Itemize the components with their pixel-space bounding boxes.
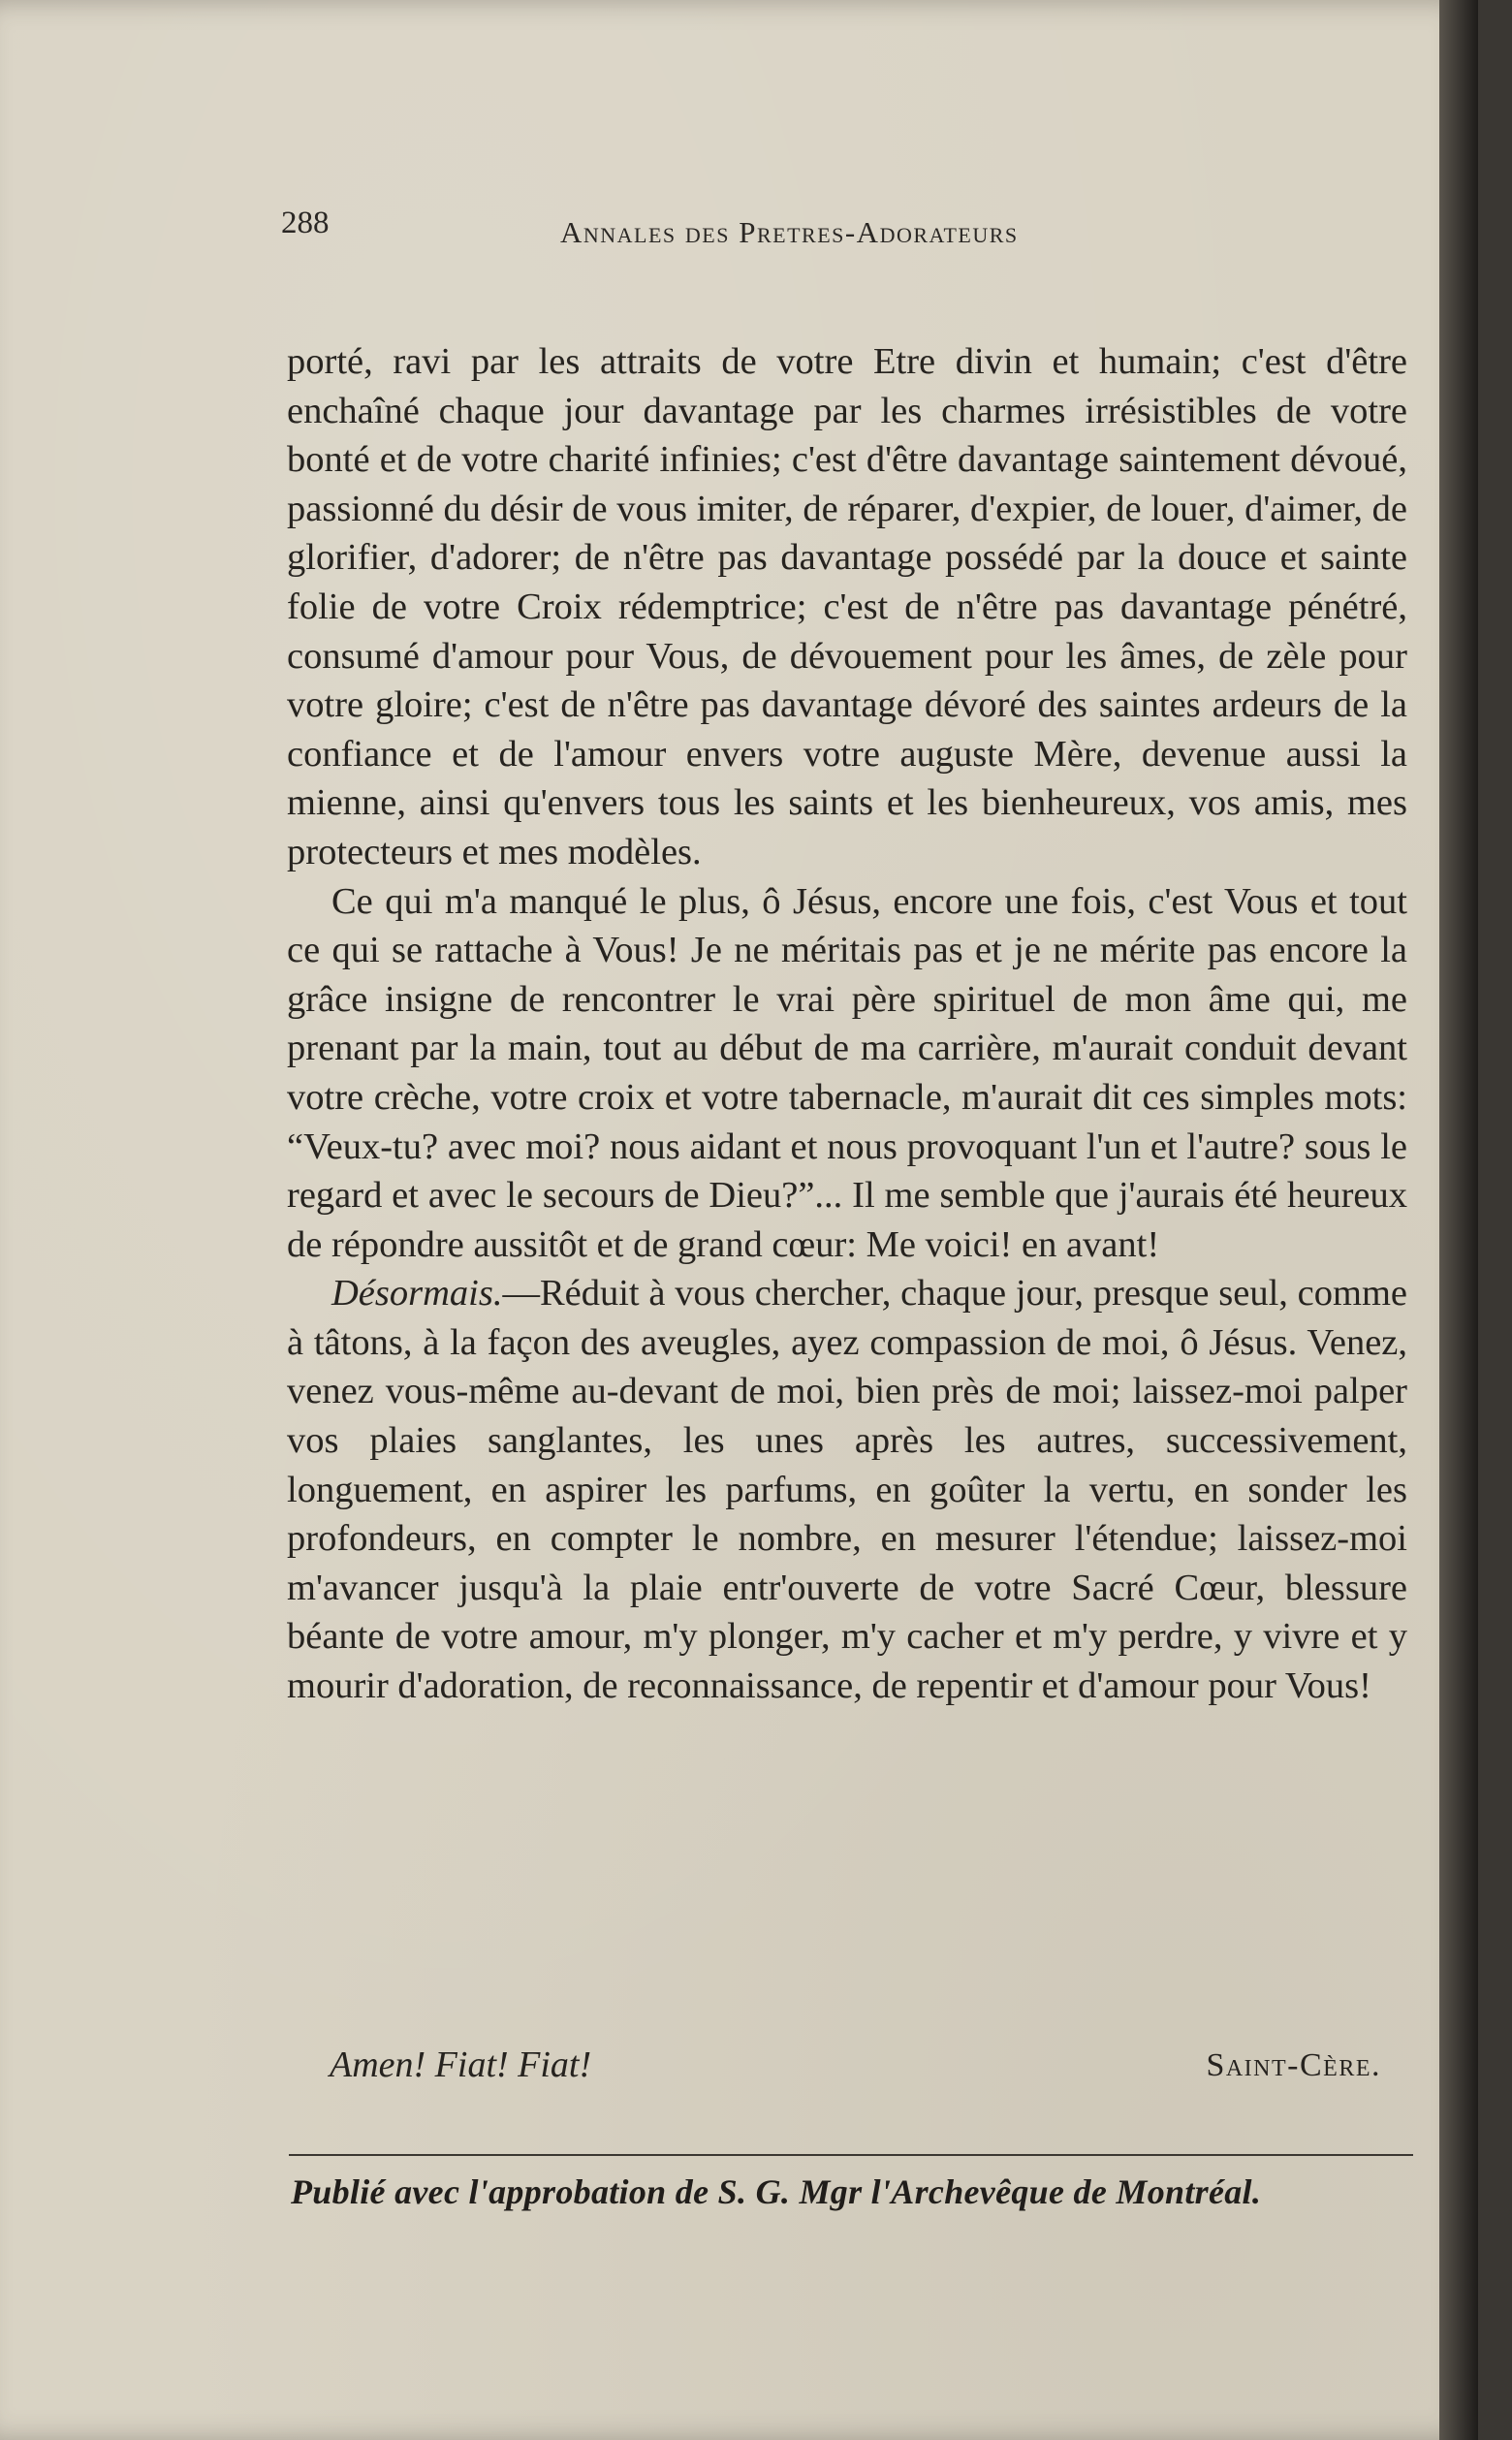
footer-rule xyxy=(289,2154,1413,2156)
author-signature: Saint-Cère. xyxy=(1206,2047,1381,2083)
paragraph-3 xyxy=(287,1269,1407,1710)
paragraph-2: Ce qui m'a manqué le plus, ô Jésus, encore une fois, c'est Vous et tout ce qui se rattache à Vous! Je ne méritais pas et je ne mérite pas encore la grâce insigne de rencontrer le vrai père spirituel de mon âme qui, me prenant par la main, tout au début de ma carrière, m'aurait conduit devant votre crèche, votre croix et votre tabernacle, m'aurait dit ces simples mots: “Veux-tu? avec moi? nous aidant et nous provoquant l'un et l'autre? sous le regard et avec le secours de Dieu?”... Il me semble que j'aurais été heureux de répondre aussitôt et de grand cœur: Me voici! en avant! xyxy=(287,880,1407,1265)
closing-line xyxy=(330,2044,1381,2102)
imprimatur-note: Publié avec l'approbation de S. G. Mgr l'Archevêque de Montréal. xyxy=(291,2172,1262,2211)
body-text xyxy=(287,337,1407,1711)
page-number: 288 xyxy=(281,206,330,240)
paragraph-3-lead: Désormais. xyxy=(331,1273,503,1315)
header-title: Annales des Pretres-Adorateurs xyxy=(560,215,1019,249)
paragraph-1: porté, ravi par les attraits de votre Etre divin et humain; c'est d'être enchaîné chaque jour davantage par les charmes irrésistibles de votre bonté et de votre charité infinies; c'est d'être davantage saintement dévoué, passionné du désir de vous imiter, de réparer, d'expier, de louer, d'aimer, de glorifier, d'adorer; de n'être pas davantage possédé par la douce et sainte folie de votre Croix rédemptrice; c'est de n'être pas davantage pénétré, consumé d'amour pour Vous, de dévouement pour les âmes, de zèle pour votre gloire; c'est de n'être pas davantage dévoré des saintes ardeurs de la confiance et de l'amour envers votre auguste Mère, devenue aussi la mienne, ainsi qu'envers tous les saints et les bienheureux, vos amis, mes protecteurs et mes modèles. xyxy=(287,341,1407,872)
paragraph-3-text: —Réduit à vous chercher, chaque jour, presque seul, comme à tâtons, à la façon des aveugles, ayez compassion de moi, ô Jésus. Venez, venez vous-même au-devant de moi, bien près de moi; laissez-moi palper vos plaies sanglantes, les unes après les autres, successivement, longuement, en aspirer les parfums, en goûter la vertu, en sonder les profondeurs, en compter le nombre, en mesurer l'étendue; laissez-moi m'avancer jusqu'à la plaie entr'ouverte de votre Sacré Cœur, blessure béante de votre amour, m'y plonger, m'y cacher et m'y perdre, y vivre et y mourir d'adoration, de reconnaissance, de repentir et d'amour pour Vous! xyxy=(287,1273,1407,1707)
closing-prayer: Amen! Fiat! Fiat! xyxy=(330,2044,592,2085)
running-header xyxy=(281,206,1153,254)
book-gutter-shadow xyxy=(1439,0,1478,2440)
